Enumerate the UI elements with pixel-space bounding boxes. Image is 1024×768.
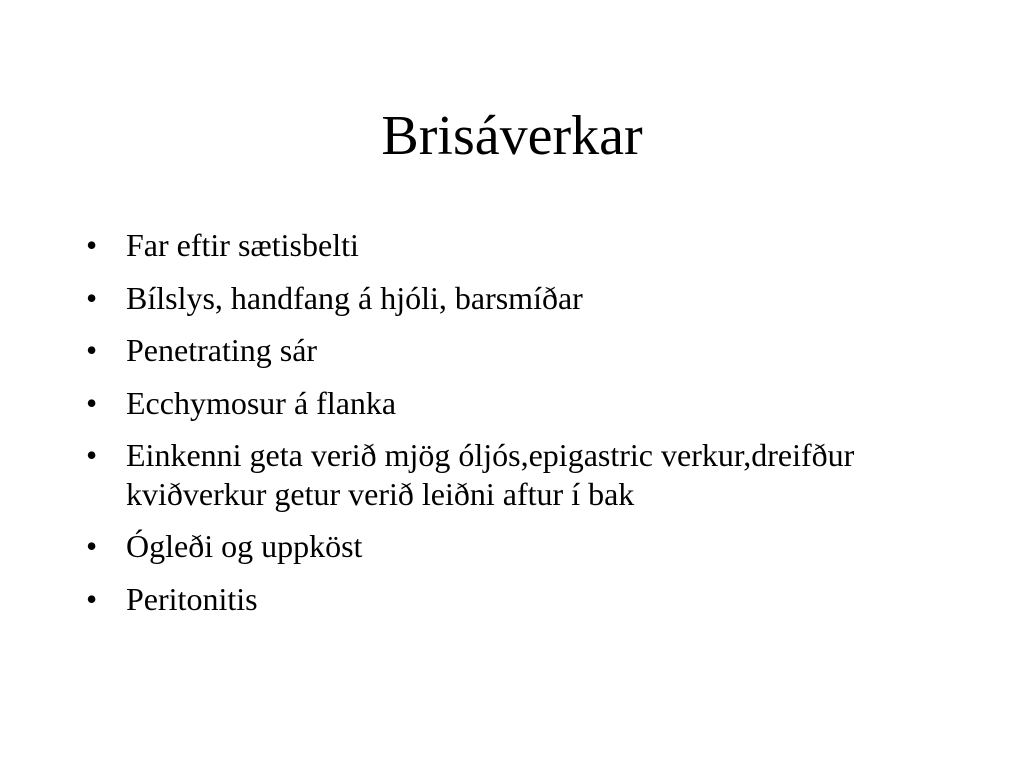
- bullet-icon: •: [86, 384, 98, 421]
- list-item-text: Ógleði og uppköst: [126, 528, 363, 564]
- list-item-text: Peritonitis: [126, 580, 258, 617]
- list-item: [86, 279, 946, 318]
- list-item-text: Ecchymosur á flanka: [126, 384, 397, 421]
- list-item-text: Einkenni geta verið mjög óljós,epigastric verkur,dreifður kviðverkur getur verið leiðni aftur í bak: [126, 437, 855, 512]
- bullet-icon: •: [86, 332, 98, 368]
- list-item-text: Bílslys, handfang á hjóli, barsmíðar: [126, 279, 583, 316]
- list-item: [86, 436, 946, 513]
- list-item: [86, 331, 946, 370]
- bullet-list: [86, 226, 946, 632]
- bullet-icon: •: [86, 227, 98, 263]
- list-item: [86, 580, 946, 619]
- bullet-icon: •: [86, 437, 98, 473]
- slide-title: Brisáverkar: [381, 105, 643, 167]
- list-item: [86, 226, 946, 265]
- bullet-icon: •: [86, 279, 98, 316]
- list-item: [86, 527, 946, 566]
- bullet-icon: •: [86, 528, 98, 564]
- list-item-text: Penetrating sár: [126, 332, 318, 368]
- list-item: [86, 384, 946, 423]
- bullet-icon: •: [86, 580, 98, 617]
- list-item-text: Far eftir sætisbelti: [126, 227, 359, 263]
